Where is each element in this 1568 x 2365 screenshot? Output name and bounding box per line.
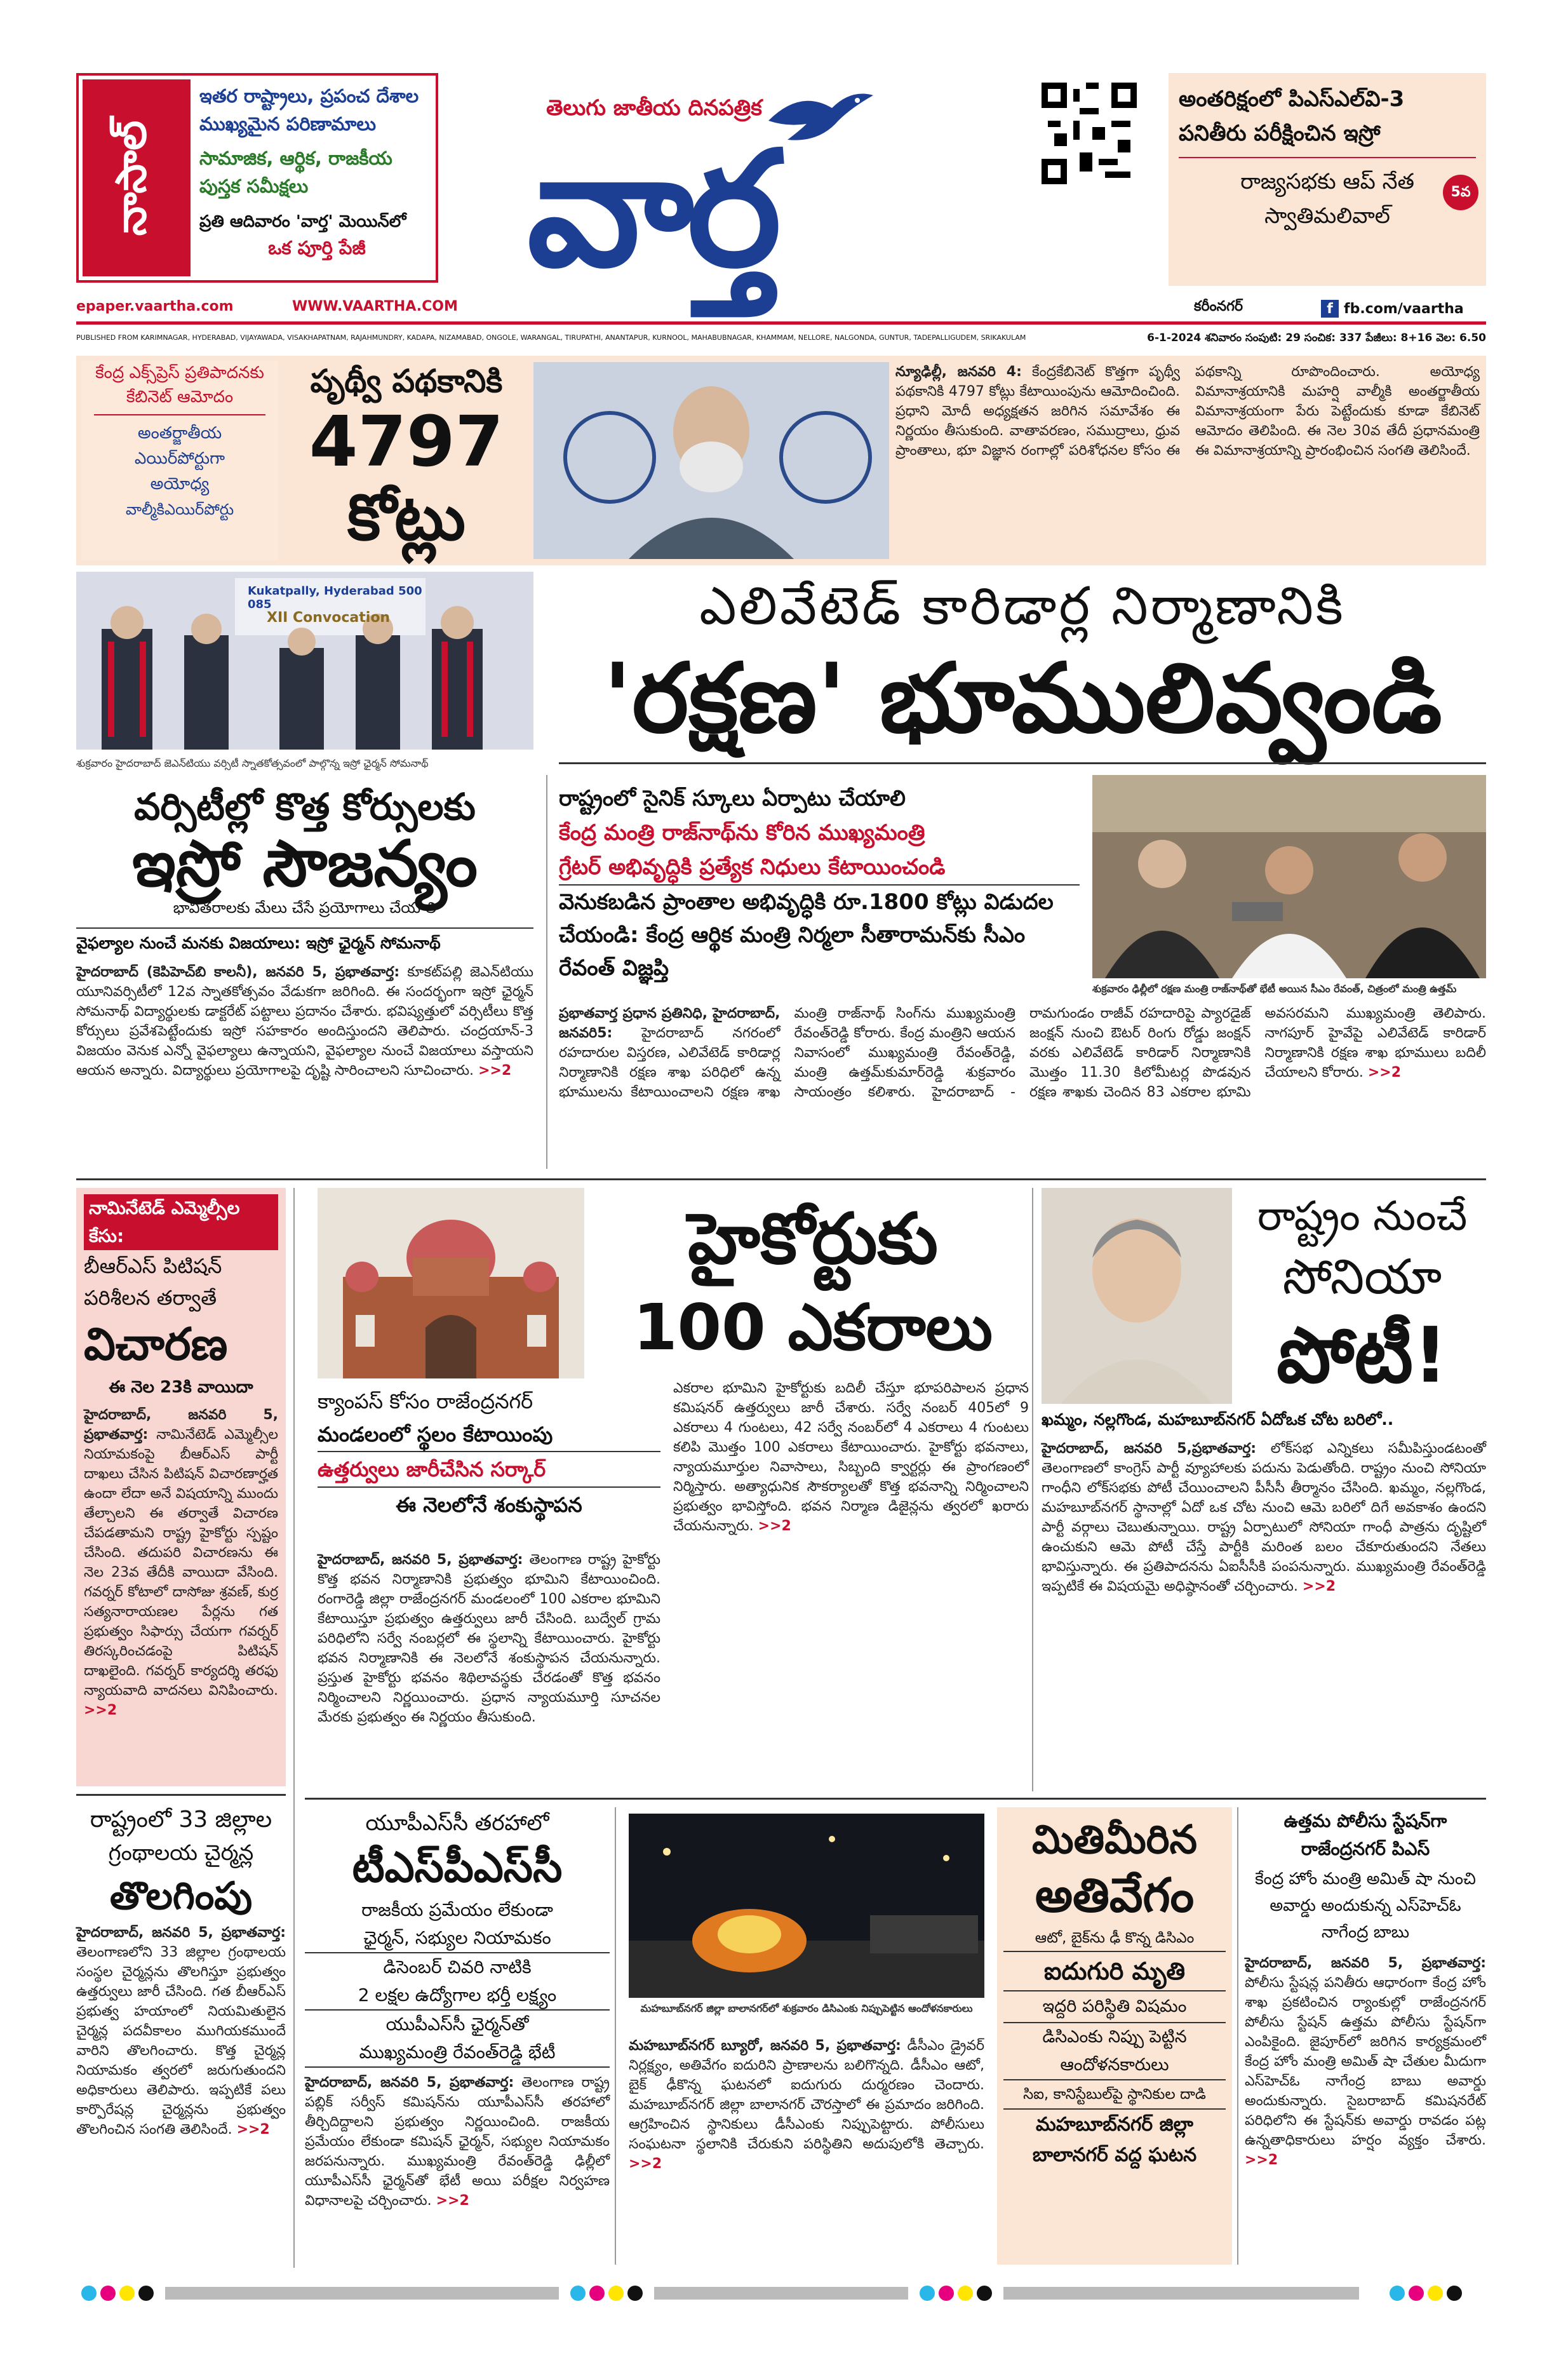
top-band-left-list	[81, 361, 278, 560]
hc-story-2	[673, 1378, 1029, 1791]
nasal-logo	[83, 79, 191, 276]
column-divider-1	[546, 775, 547, 1169]
left-promo-text	[199, 82, 434, 279]
promo-line-1: ఇతర రాష్ట్రాలు, ప్రపంచ దేశాల	[199, 85, 419, 107]
accident-headline-2: అతివేగం	[1035, 1868, 1195, 1923]
lead-continued[interactable]: >>2	[1367, 1065, 1402, 1081]
isro-head-2: ఇస్రో సౌజన్యం	[132, 826, 478, 901]
accident-caption: మహబూబ్‌నగర్‌ జిల్లా బాలానగర్‌లో శుక్రవారం డిసిఎంకు నిప్పుపెట్టిన ఆందోళనకారులు	[640, 2002, 973, 2014]
sonia-dateline: హైదరాబాద్‌, జనవరి 5,ప్రభాతవార్త:	[1042, 1441, 1257, 1457]
accident-bullet-5: ఆందోళనకారులు	[1003, 2051, 1226, 2080]
qr-code[interactable]	[1042, 83, 1137, 184]
hc-subheads	[318, 1385, 660, 1544]
sonia-continued[interactable]: >>2	[1302, 1579, 1336, 1594]
high-court-section	[305, 1188, 1029, 1791]
accident-headline-box	[997, 1807, 1232, 2265]
prithvi-story	[895, 362, 1480, 559]
hc-sub-4: ఈ నెలలోనే శంకుస్థాపన	[396, 1493, 582, 1517]
hc-story-text: తెలంగాణ రాష్ట్ర హైకోర్టు కొత్త భవన నిర్మాణానికి ప్రభుత్వం భూమిని కేటాయించింది. రంగారెడ్డి జిల్లా రాజేంద్రనగర్‌ మండలంలో 100 ఎకరాల భూమిని కేటాయిస్తూ ప్రభుత్వం ఉత్తర్వులు జారీ చేసింది. బుద్వేల్‌ గ్రామ పరిధిలోని సర్వే నంబర్లలో ఈ స్థలాన్ని కేటాయించారు. హైకోర్టు భవన నిర్మాణానికి ఈ నెలలోనే శంకుస్థాపన చేయనున్నారు. ప్రస్తుత హైకోర్టు భవనం శిథిలావస్థకు చేరడంతో కొత్త భవనం నిర్మించాలని నిర్ణయించారు. ప్రధాన న్యాయమూర్తి సూచనల మేరకు ప్రభుత్వం ఈ నిర్ణయం తీసుకుంది.	[318, 1552, 661, 1725]
library-text: తెలంగాణలోని 33 జిల్లాల గ్రంథాలయ సంస్థల చైర్మన్లను తొలగిస్తూ ప్రభుత్వం ఉత్తర్వులు జారీ చేసింది. గత బీఆర్‌ఎస్‌ ప్రభుత్వ హయాంలో నియమితులైన చైర్మన్ల పదవీకాలం ముగియకముందే వారిని తొలగించారు. కొత్త చైర్మన్ల నియామకం త్వరలో జరుగుతుందని అధికారులు తెలిపారు. ఇప్పటికే పలు కార్పొరేషన్ల చైర్మన్లను ప్రభుత్వం తొలగించిన సంగతి తెలిసిందే.	[76, 1944, 286, 2138]
accident-story	[629, 2036, 984, 2265]
tspsc-headline: టీఎస్‌పీఎస్‌సీ	[352, 1843, 563, 1892]
prithvi-dateline: న్యూఢిల్లీ, జనవరి 4:	[895, 364, 1022, 380]
cm-bullet-3: గ్రేటర్‌ అభివృద్ధికి ప్రత్యేక నిధులు కేటాయించండి	[559, 850, 1080, 886]
right-promo-divider	[1179, 157, 1476, 158]
top-band	[76, 356, 1486, 565]
high-court-photo	[318, 1188, 584, 1378]
right-promo-line-4: స్వాతిమలివాల్	[1264, 203, 1390, 229]
tspsc-section	[305, 1807, 610, 2265]
isro-sub: భావితరాలకు మేలు చేసే ప్రయోగాలు చేయాలి	[173, 899, 437, 917]
accident-section	[622, 1807, 1232, 2265]
library-head-3: తొలగింపు	[109, 1874, 253, 1918]
nasal-logo-text: నాసాల్	[107, 120, 156, 236]
top-item-divider	[94, 414, 265, 415]
tspsc-text: తెలంగాణ రాష్ట్ర పబ్లిక్‌ సర్వీస్‌ కమిషన్‌ను యూపీఎస్‌సీ తరహాలో తీర్చిదిద్దాలని ప్రభుత్వం నిర్ణయించింది. రాజకీయ ప్రమేయం లేకుండా కమిషన్‌ ఛైర్మన్‌, సభ్యుల నియామకం జరపనున్నారు. ముఖ్యమంత్రి రేవంత్‌రెడ్డి ఢిల్లీలో యూపీఎస్‌సీ ఛైర్మన్‌తో భేటీ అయి పరీక్షల నిర్వహణ విధానాలపై చర్చించారు.	[305, 2075, 610, 2209]
police-section	[1245, 1807, 1486, 2265]
tspsc-bullet-6: ముఖ్యమంత్రి రేవంత్‌రెడ్డి భేటీ	[305, 2038, 610, 2068]
police-dateline: హైదరాబాద్‌, జనవరి 5, ప్రభాతవార్త:	[1245, 1955, 1486, 1971]
accident-story-text: డీసీఎం డ్రైవర్‌ నిర్లక్ష్యం, అతివేగం ఐదురిని ప్రాణాలను బలిగొన్నది. డీసీఎం ఆటో, బైక్‌ ఢీకొన్న ఘటనలో ఐదుగురు దుర్మరణం చెందారు. మహబూబ్‌నగర్‌ జిల్లా బాలానగర్‌ చౌరస్తాలో ఈ ప్రమాదం జరిగింది. ఆగ్రహించిన స్థానికులు డీసీఎంకు నిప్పుపెట్టారు. పోలీసులు సంఘటనా స్థలానికి చేరుకుని పరిస్థితిని అదుపులోకి తెచ్చారు.	[629, 2038, 985, 2152]
cm-bullet-4: వెనుకబడిన ప్రాంతాల అభివృద్ధికి రూ.1800 కోట్లు విడుదల చేయండి: కేంద్ర ఆర్థిక మంత్రి నిర్మలా సీతారామన్‌కు సీఎం రేవంత్‌ విజ్ఞప్తి	[559, 889, 1054, 981]
prithvi-story-text: కేంద్రకేబినెట్‌ కొత్తగా పృథ్వీ పథకానికి 4797 కోట్లు కేటాయింపును ఆమోదించింది. ప్రధాని మోదీ అధ్యక్షతన జరిగిన సమావేశం ఈ నిర్ణయం తీసుకుంది. వాతావరణం, సముద్రాలు, ధ్రువ ప్రాంతాలు, భూ విజ్ఞాన రంగాల్లో పరిశోధనల కోసం ఈ పథకాన్ని రూపొందించారు. అయోధ్య విమానాశ్రయానికి మహర్షి వాల్మీకి అంతర్జాతీయ విమానాశ్రయంగా పేరు పెట్టేందుకు కూడా కేబినెట్‌ ఆమోదం తెలిపింది. ఈ నెల 30వ తేదీ ప్రధానమంత్రి ఈ విమానాశ్రయాన్ని ప్రారంభించిన సంగతి తెలిసిందే.	[895, 364, 1480, 459]
lead-section	[76, 572, 1486, 1175]
sonia-story	[1042, 1439, 1486, 1791]
tspsc-bullet-2: ఛైర్మన్‌, సభ్యుల నియామకం	[305, 1924, 610, 1953]
isro-story	[76, 962, 533, 1166]
accident-bullet-1: ఆటో, బైక్‌ను ఢీ కొన్న డిసిఎం	[1003, 1925, 1226, 1952]
accident-bullet-7: మహబూబ్‌నగర్‌ జిల్లా	[1036, 2113, 1193, 2136]
website-link[interactable]: WWW.VAARTHA.COM	[292, 299, 458, 314]
top-item-1: కేంద్ర ఎక్స్‌ప్రెస్‌ ప్రతిపాదనకు	[95, 363, 264, 382]
hc-story-text-2: ఎకరాల భూమిని హైకోర్టుకు బదిలీ చేస్తూ భూపరిపాలన ప్రధాన కమిషనర్‌ ఉత్తర్వులు జారీ చేశారు. సర్వే నంబర్‌ 405లో 9 ఎకరాలు 4 గుంటలు, 42 సర్వే నంబర్‌లో 4 ఎకరాలు 4 గుంటలు కలిపి మొత్తం 100 ఎకరాలు కేటాయించారు. హైకోర్టు భవనాలు, న్యాయమూర్తుల నివాసాలు, సిబ్బంది క్వార్టర్లు ఈ ప్రాంగణంలో నిర్మిస్తారు. అత్యాధునిక సౌకర్యాలతో కొత్త భవనాన్ని నిర్మించాలని ప్రభుత్వం భావిస్తోంది. భవన నిర్మాణ డిజైన్లను త్వరలో ఖరారు చేయనున్నారు.	[673, 1380, 1029, 1534]
cm-bullet-1: రాష్ట్రంలో సైనిక్‌ స్కూలు ఏర్పాటు చేయాలి	[559, 786, 906, 811]
rajnath-caption: శుక్రవారం ఢిల్లీలో రక్షణ మంత్రి రాజ్‌నాథ్‌తో భేటీ అయిన సీఎం రేవంత్‌, చిత్రంలో మంత్రి ఉత్తమ్‌	[1092, 983, 1457, 995]
lead-kicker: ఎలివేటెడ్‌ కారిడార్ల నిర్మాణానికి	[699, 576, 1346, 637]
lead-headline: 'రక్షణ' భూములివ్వండి	[603, 643, 1442, 754]
section-rule-2	[305, 1798, 1486, 1800]
sonia-story-text: లోక్‌సభ ఎన్నికలు సమీపిస్తుండటంతో తెలంగాణలో కాంగ్రెస్‌ పార్టీ వ్యూహాలకు పదును పెడుతోంది. రాష్ట్రం నుంచి సోనియా గాంధీని లోక్‌సభకు పోటీ చేయించాలని పీసీసీ తీర్మానం చేసింది. ఖమ్మం, నల్లగొండ, మహబూబ్‌నగర్‌ స్థానాల్లో ఏదో ఒక చోట నుంచి ఆమె బరిలో దిగే అవకాశం ఉందని పార్టీ వర్గాలు చెబుతున్నాయి. రాష్ట్ర ఏర్పాటులో సోనియా గాంధీ పాత్రను దృష్టిలో ఉంచుకుని ఆమె పోటీ చేస్తే పార్టీకి మరింత బలం చేకూరుతుందని నేతలు భావిస్తున్నారు. ఈ ప్రతిపాదనను ఏఐసీసీకి పంపనున్నారు. ముఖ్యమంత్రి రేవంత్‌రెడ్డి ఇప్పటికే ఈ విషయమై అధిష్ఠానంతో చర్చించారు.	[1042, 1441, 1486, 1594]
top-item-5: అయోధ్య	[150, 475, 210, 494]
left-promo-box	[76, 73, 438, 283]
police-continued[interactable]: >>2	[1245, 2152, 1278, 2168]
police-headline-2: రాజేంద్రనగర్‌ పిఎస్‌	[1301, 1838, 1430, 1859]
color-registration-bar	[76, 2281, 1486, 2306]
hc-sub-3: ఉత్తర్వులు జారీచేసిన సర్కార్‌	[318, 1452, 660, 1488]
tspsc-bullet-4: 2 లక్షల ఉద్యోగాల భర్తీ లక్ష్యం	[305, 1981, 610, 2011]
convocation-banner-1: Kukatpally, Hyderabad 500 085	[248, 584, 422, 611]
masthead-title: వార్త	[527, 117, 775, 302]
modi-photo	[533, 362, 889, 559]
hc-headline-2: 100 ఎకరాలు	[633, 1290, 993, 1364]
left-col-top-box	[76, 1188, 286, 1786]
convocation-banner-2: XII Convocation	[267, 610, 391, 626]
rajnath-photo	[1092, 775, 1486, 978]
sonia-section	[1042, 1188, 1486, 1791]
cm-bullet-2: కేంద్ర మంత్రి రాజ్‌నాథ్‌ను కోరిన ముఖ్యమంత్రి	[559, 820, 925, 846]
lead-story-text: హైదరాబాద్‌ నగరంలో రహదారుల విస్తరణ, ఎలివేటెడ్‌ కారిడార్ల నిర్మాణానికి రక్షణ శాఖ పరిధిలో ఉన్న భూములను కేటాయించాలని రక్షణ శాఖ మంత్రి రాజ్‌నాథ్‌ సింగ్‌ను ముఖ్యమంత్రి రేవంత్‌రెడ్డి కోరారు. కేంద్ర మంత్రిని ఆయన నివాసంలో ముఖ్యమంత్రి రేవంత్‌రెడ్డి, మంత్రి ఉత్తమ్‌కుమార్‌రెడ్డి శుక్రవారం సాయంత్రం కలిశారు. హైదరాబాద్‌ - రామగుండం రాజీవ్‌ రహదారిపై ప్యారడైజ్‌ జంక్షన్‌ నుంచి ఔటర్‌ రింగు రోడ్డు జంక్షన్‌ వరకు ఎలివేటెడ్‌ కారిడార్‌ నిర్మాణానికి మొత్తం 11.30 కిలోమీటర్ల పొడవున రక్షణ శాఖకు చెందిన 83 ఎకరాల భూమి అవసరమని ముఖ్యమంత్రి తెలిపారు. నాగపూర్‌ హైవేపై ఎలివేటెడ్‌ కారిడార్‌ నిర్మాణానికి రక్షణ శాఖ భూములు బదిలీ చేయాలని కోరారు.	[559, 1006, 1486, 1100]
tspsc-bullet-5: యుపీఎస్‌సీ ఛైర్మన్‌తో	[385, 2014, 529, 2035]
lead-dateline: ప్రభాతవార్త ప్రధాన ప్రతినిధి, హైదరాబాద్‌, జనవరి5:	[559, 1006, 781, 1041]
library-head-1: రాష్ట్రంలో 33 జిల్లాల	[90, 1807, 272, 1833]
right-promo-line-2: పనితీరు పరీక్షించిన ఇస్రో	[1179, 121, 1381, 146]
sonia-sub: ఖమ్మం, నల్లగొండ, మహబూబ్‌నగర్‌ ఏదోఒక చోట బరిలో..	[1042, 1410, 1394, 1429]
promo-line-2: ముఖ్యమైన పరిణామాలు	[199, 113, 376, 135]
right-promo-box	[1169, 73, 1486, 286]
mlc-continued[interactable]: >>2	[84, 1702, 117, 1718]
column-divider-2	[293, 1188, 295, 2268]
mlc-sub-2: పరిశీలన తర్వాతే	[84, 1286, 217, 1310]
hc-sub-2: మండలంలో స్థలం కేటాయింపు	[318, 1418, 660, 1452]
epaper-link[interactable]: epaper.vaartha.com	[76, 299, 234, 314]
prithvi-headline-1: పృథ్వీ పథకానికి	[310, 363, 503, 400]
convocation-photo	[76, 572, 533, 750]
sonia-headline-3: పోటీ!	[1277, 1312, 1448, 1400]
mlc-sub-1: బీఆర్‌ఎస్‌ పిటిషన్‌	[84, 1254, 222, 1278]
top-item-3: అంతర్జాతీయ	[137, 424, 222, 443]
facebook-link[interactable]	[1321, 297, 1486, 320]
library-dateline: హైదరాబాద్‌, జనవరి 5, ప్రభాతవార్త:	[76, 1925, 286, 1941]
sonia-photo	[1042, 1188, 1232, 1404]
mlc-kicker: నామినేటెడ్‌ ఎమ్మెల్సీల కేసు:	[84, 1194, 278, 1250]
accident-bullet-3: ఇద్దరి పరిస్థితి విషమం	[1003, 1991, 1226, 2023]
edition-label: కరీంనగర్	[1194, 299, 1243, 314]
police-text: పోలీసు స్టేషన్ల పనితీరు ఆధారంగా కేంద్ర హోం శాఖ ప్రకటించిన ర్యాంకుల్లో రాజేంద్రనగర్‌ పోలీసు స్టేషన్‌ ఉత్తమ పోలీసు స్టేషన్‌గా ఎంపికైంది. జైపూర్‌లో జరిగిన కార్యక్రమంలో కేంద్ర హోం మంత్రి అమిత్‌ షా చేతుల మీదుగా ఎస్‌హెచ్‌ఓ నాగేంద్ర బాబు అవార్డు అందుకున్నారు. సైబరాబాద్‌ కమిషనరేట్‌ పరిధిలోని ఈ స్టేషన్‌కు అవార్డు రావడం పట్ల ఉన్నతాధికారులు హర్షం వ్యక్తం చేశారు.	[1245, 1975, 1486, 2148]
masthead-red-rule	[76, 321, 1486, 325]
library-continued[interactable]: >>2	[236, 2122, 270, 2138]
convocation-caption: శుక్రవారం హైదరాబాద్‌ జెఎన్‌టియు వర్సిటీ స్నాతకోత్సవంలో పాల్గొన్న ఇస్రో ఛైర్మన్‌ సోమనాథ్‌	[76, 757, 429, 769]
left-column	[76, 1188, 286, 2268]
tspsc-dateline: హైదరాబాద్‌, జనవరి 5, ప్రభాతవార్త:	[305, 2075, 514, 2091]
promo-line-4: పుస్తక సమీక్షలు	[199, 175, 309, 197]
lead-rule	[559, 762, 1486, 764]
section-rule-1	[76, 1178, 1486, 1180]
library-rule	[76, 1794, 286, 1796]
right-promo-line-3: రాజ్యసభకు ఆప్ నేత	[1240, 169, 1414, 194]
cm-bullets	[559, 781, 1080, 981]
isro-head-1: వర్సిటీల్లో కొత్త కోర్సులకు	[134, 785, 476, 828]
tagline: తెలుగు జాతీయ దినపత్రిక	[546, 95, 762, 121]
isro-quote: వైఫల్యాల నుంచే మనకు విజయాలు: ఇస్రో ఛైర్మన్‌ సోమనాథ్‌	[76, 934, 441, 952]
facebook-icon: f	[1321, 300, 1339, 318]
promo-line-3: సామాజిక, ఆర్థిక, రాజకీయ	[199, 147, 392, 169]
mlc-sub-3: ఈ నెల 23కి వాయిదా	[109, 1378, 253, 1397]
accident-dateline: మహబూబ్‌నగర్‌ బ్యూరో, జనవరి 5, ప్రభాతవార్త:	[629, 2038, 901, 2054]
hc-dateline: హైదరాబాద్‌, జనవరి 5, ప్రభాతవార్త:	[318, 1552, 523, 1568]
hc-story-1	[318, 1550, 660, 1791]
police-sub: కేంద్ర హోం మంత్రి అమిత్‌ షా నుంచి అవార్డు అందుకున్న ఎస్‌హెచ్‌ఓ నాగేంద్ర బాబు	[1255, 1870, 1476, 1942]
promo-line-6: ఒక పూర్తి పేజీ	[268, 237, 366, 259]
isro-rule	[76, 927, 533, 929]
issue-dateline: 6-1-2024 శనివారం సంపుటి: 29 సంచిక: 337 పేజీలు: 8+16 వెల: 6.50	[1147, 332, 1486, 344]
top-item-4: ఎయిర్‌పోర్టుగా	[134, 449, 225, 468]
page-ref-badge: 5వ	[1443, 175, 1478, 210]
mlc-text: నామినేటెడ్‌ ఎమ్మెల్సీల నియామకంపై బీఆర్‌ఎస్‌ పార్టీ దాఖలు చేసిన పిటిషన్‌ విచారణార్హత ఉందా లేదా అనే విషయాన్ని ముందు తేల్చాలని ఈ తర్వాతే విచారణ చేపడతామని రాష్ట్ర హైకోర్టు స్పష్టం చేసింది. తదుపరి విచారణను ఈ నెల 23వ తేదీకి వాయిదా వేసింది. గవర్నర్‌ కోటాలో దాసోజు శ్రవణ్‌, కుర్ర సత్యనారాయణల పేర్లను గత ప్రభుత్వం సిఫార్సు చేయగా గవర్నర్‌ తిరస్కరించడంపై పిటిషన్‌ దాఖలైంది. గవర్నర్‌ కార్యదర్శి తరఫు న్యాయవాది వాదనలు వినిపించారు.	[84, 1427, 278, 1699]
sonia-headline-2: సోనియా	[1282, 1248, 1442, 1305]
accident-headline-1: మితిమీరిన	[1032, 1816, 1197, 1863]
isro-continued[interactable]: >>2	[478, 1063, 512, 1079]
promo-line-5: ప్రతి ఆదివారం 'వార్త' మెయిన్‌లో	[199, 212, 406, 231]
prithvi-headline-2: 4797	[309, 401, 504, 482]
mlc-dateline: హైదరాబాద్‌, జనవరి 5, ప్రభాతవార్త:	[84, 1407, 278, 1443]
column-divider-5	[1237, 1807, 1238, 2265]
tspsc-bullet-3: డిసెంబర్‌ చివరి నాటికి	[383, 1957, 532, 1978]
top-item-2: కేబినెట్‌ ఆమోదం	[126, 387, 234, 407]
column-divider-3	[1032, 1188, 1033, 1791]
hc-headline-1: హైకోర్టుకు	[688, 1198, 938, 1279]
isro-dateline: హైదరాబాద్‌ (కెపిహెచ్‌బి కాలనీ), జనవరి 5, ప్రభాతవార్త:	[76, 964, 400, 980]
library-head-2: గ్రంథాలయ చైర్మన్ల	[108, 1840, 254, 1866]
masthead	[0, 0, 1568, 356]
tspsc-bullet-1: రాజకీయ ప్రమేయం లేకుండా	[361, 1899, 553, 1920]
tspsc-kicker: యూపీఎస్‌సీ తరహాలో	[365, 1810, 549, 1836]
column-divider-4	[615, 1807, 616, 2265]
police-headline-1: ఉత్తమ పోలీసు స్టేషన్‌గా	[1283, 1810, 1447, 1831]
accident-bullet-8: బాలానగర్‌ వద్ద ఘటన	[1032, 2144, 1197, 2166]
facebook-link-text: fb.com/vaartha	[1344, 300, 1464, 317]
accident-bullet-6: సిఐ, కానిస్టేబుల్‌పై స్థానికుల దాడి	[1003, 2080, 1226, 2110]
mlc-headline: విచారణ	[84, 1318, 228, 1370]
sonia-headline-1: రాష్ట్రం నుంచే	[1257, 1193, 1468, 1240]
published-from: PUBLISHED FROM KARIMNAGAR, HYDERABAD, VIJAYAWADA, VISAKHAPATNAM, RAJAHMUNDRY, KADAPA, NIZAMABAD, ONGOLE, WARANGAL, TIRUPATHI, ANANTAPUR, KURNOOL, MAHABUBNAGAR, KHAMMAM, NELLORE, NALGONDA, GUNTUR, TADEPALLIGUDEM, SRIKAKULAM	[76, 334, 1026, 342]
prithvi-headline	[286, 356, 527, 565]
tspsc-continued[interactable]: >>2	[436, 2193, 469, 2209]
lead-story	[559, 1004, 1486, 1169]
hc-sub-1: క్యాంపస్‌ కోసం రాజేంద్రనగర్‌	[318, 1389, 533, 1413]
hc-continued[interactable]: >>2	[758, 1518, 791, 1534]
top-item-6: వాల్మీకిఎయిర్‌పోర్టు	[125, 501, 234, 518]
accident-bullet-4: డిసిఎంకు నిప్పు పెట్టిన	[1042, 2027, 1187, 2047]
isro-story-text: కూకట్‌పల్లి జెఎన్‌టియు యూనివర్సిటీలో 12వ స్నాతకోత్సవం వేడుకగా జరిగింది. ఈ సందర్భంగా ఇస్రో ఛైర్మన్‌ సోమనాథ్‌ విద్యార్థులకు డాక్టరేట్‌ పట్టాలు ప్రదానం చేశారు. భవిష్యత్తులో వర్సిటీలు కొత్త కోర్సులు ప్రవేశపెట్టేందుకు ఇస్రో సహకారం అందిస్తుందని తెలిపారు. చంద్రయాన్‌-3 విజయం వెనుక ఎన్నో వైఫల్యాలు ఉన్నాయని, వైఫల్యాల నుంచే విజయాలు వస్తాయని ఆయన అన్నారు. విద్యార్థులు ప్రయోగాలపై దృష్టి సారించాలని సూచించారు.	[76, 964, 534, 1079]
prithvi-headline-3: కోట్లు	[347, 480, 466, 555]
accident-continued[interactable]: >>2	[629, 2156, 662, 2172]
accident-bullet-2: ఐదుగురి మృతి	[1003, 1952, 1226, 1991]
accident-photo	[629, 1814, 984, 1998]
right-promo-line-1: అంతరిక్షంలో పిఎస్ఎల్‌వి-3	[1179, 86, 1405, 112]
